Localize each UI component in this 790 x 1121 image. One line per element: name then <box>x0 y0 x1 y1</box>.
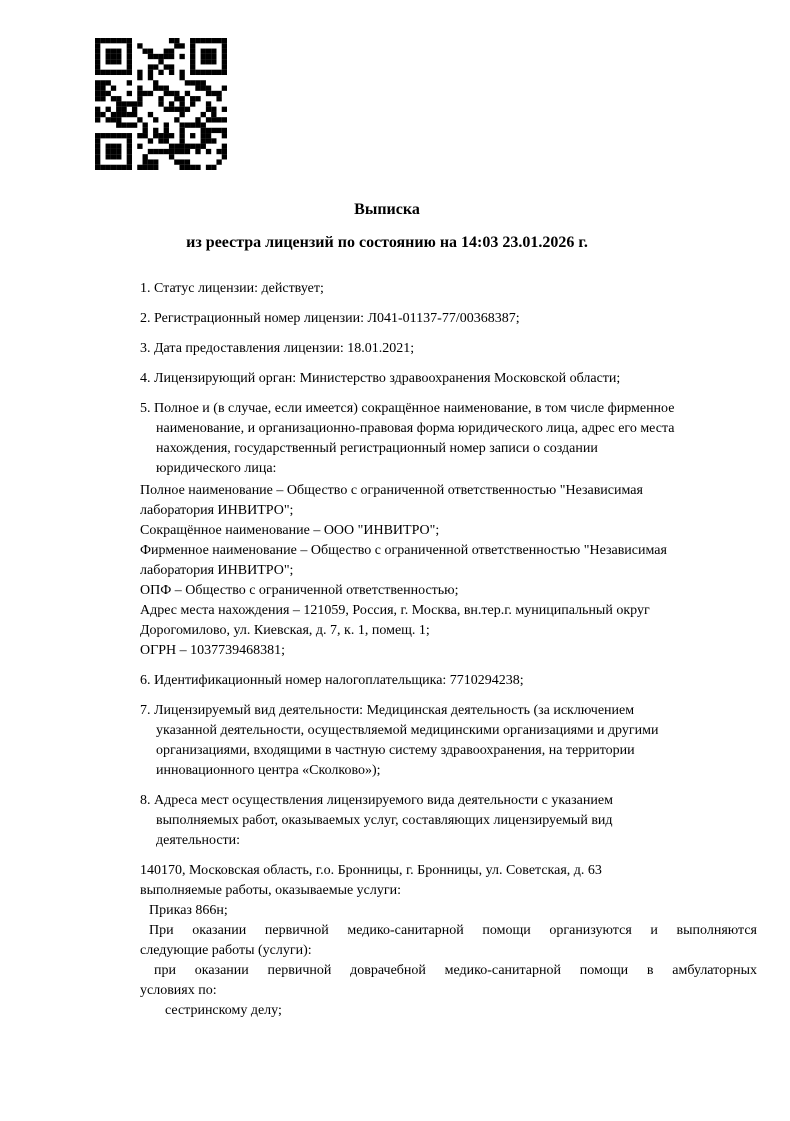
text-line: 5. Полное и (в случае, если имеется) сокращённое наименование, в том числе фирменное <box>140 401 675 416</box>
text-line: Фирменное наименование – Общество с ограниченной ответственностью "Независимая <box>140 543 667 558</box>
text-line: деятельности: <box>156 833 241 848</box>
text-line: юридического лица: <box>156 461 277 476</box>
text-line: организациями, входящими в частную систему здравоохранения, на территории <box>156 743 635 758</box>
text-line: Адрес места нахождения – 121059, Россия, г. Москва, вн.тер.г. муниципальный округ <box>140 603 650 618</box>
paragraph <box>140 671 757 691</box>
text-line: лаборатория ИНВИТРО"; <box>140 563 294 578</box>
text-line: Приказ 866н; <box>149 903 228 918</box>
document-title: Выписка <box>354 201 420 218</box>
text-line: 6. Идентификационный номер налогоплательщика: 7710294238; <box>140 673 524 688</box>
text-line: ОГРН – 1037739468381; <box>140 643 285 658</box>
text-line: нахождения, государственный регистрационный номер записи о создании <box>156 441 598 456</box>
paragraph <box>140 369 757 389</box>
text-line: при оказании первичной доврачебной медико-санитарной помощи в амбулаторных <box>154 963 757 978</box>
text-line: Дорогомилово, ул. Киевская, д. 7, к. 1, помещ. 1; <box>140 623 430 638</box>
text-line: Сокращённое наименование – ООО "ИНВИТРО"; <box>140 523 440 538</box>
paragraph <box>140 309 757 329</box>
paragraph <box>140 701 757 781</box>
text-line: указанной деятельности, осуществляемой медицинскими организациями и другими <box>156 723 659 738</box>
text-line: 1. Статус лицензии: действует; <box>140 281 324 296</box>
document-subtitle: из реестра лицензий по состоянию на 14:03 23.01.2026 г. <box>186 234 588 251</box>
text-line: сестринскому делу; <box>165 1003 282 1018</box>
paragraph <box>140 279 757 299</box>
text-line: 2. Регистрационный номер лицензии: Л041-01137-77/00368387; <box>140 311 520 326</box>
text-line: 7. Лицензируемый вид деятельности: Медицинская деятельность (за исключением <box>140 703 635 718</box>
text-line: 3. Дата предоставления лицензии: 18.01.2021; <box>140 341 415 356</box>
text-line: выполняемых работ, оказываемых услуг, составляющих лицензируемый вид <box>156 813 613 828</box>
paragraph <box>140 791 757 851</box>
paragraph <box>140 861 757 1021</box>
paragraph <box>140 339 757 359</box>
qr-code-icon <box>95 38 227 170</box>
document-title-block <box>0 200 774 252</box>
text-line: Полное наименование – Общество с ограниченной ответственностью "Независимая <box>140 483 643 498</box>
text-line: 140170, Московская область, г.о. Бронницы, г. Бронницы, ул. Советская, д. 63 <box>140 863 602 878</box>
paragraph <box>140 399 757 479</box>
text-line: следующие работы (услуги): <box>140 943 312 958</box>
text-line: выполняемые работы, оказываемые услуги: <box>140 883 402 898</box>
text-line: условиях по: <box>140 983 217 998</box>
text-line: ОПФ – Общество с ограниченной ответственностью; <box>140 583 459 598</box>
text-line: наименование, и организационно-правовая форма юридического лица, адрес его места <box>156 421 675 436</box>
paragraph <box>140 481 757 661</box>
text-line: 8. Адреса мест осуществления лицензируемого вида деятельности с указанием <box>140 793 613 808</box>
text-line: инновационного центра «Сколково»); <box>156 763 381 778</box>
text-line: При оказании первичной медико-санитарной помощи организуются и выполняются <box>149 923 757 938</box>
text-line: 4. Лицензирующий орган: Министерство здравоохранения Московской области; <box>140 371 621 386</box>
document-body <box>140 279 757 1031</box>
text-line: лаборатория ИНВИТРО"; <box>140 503 294 518</box>
